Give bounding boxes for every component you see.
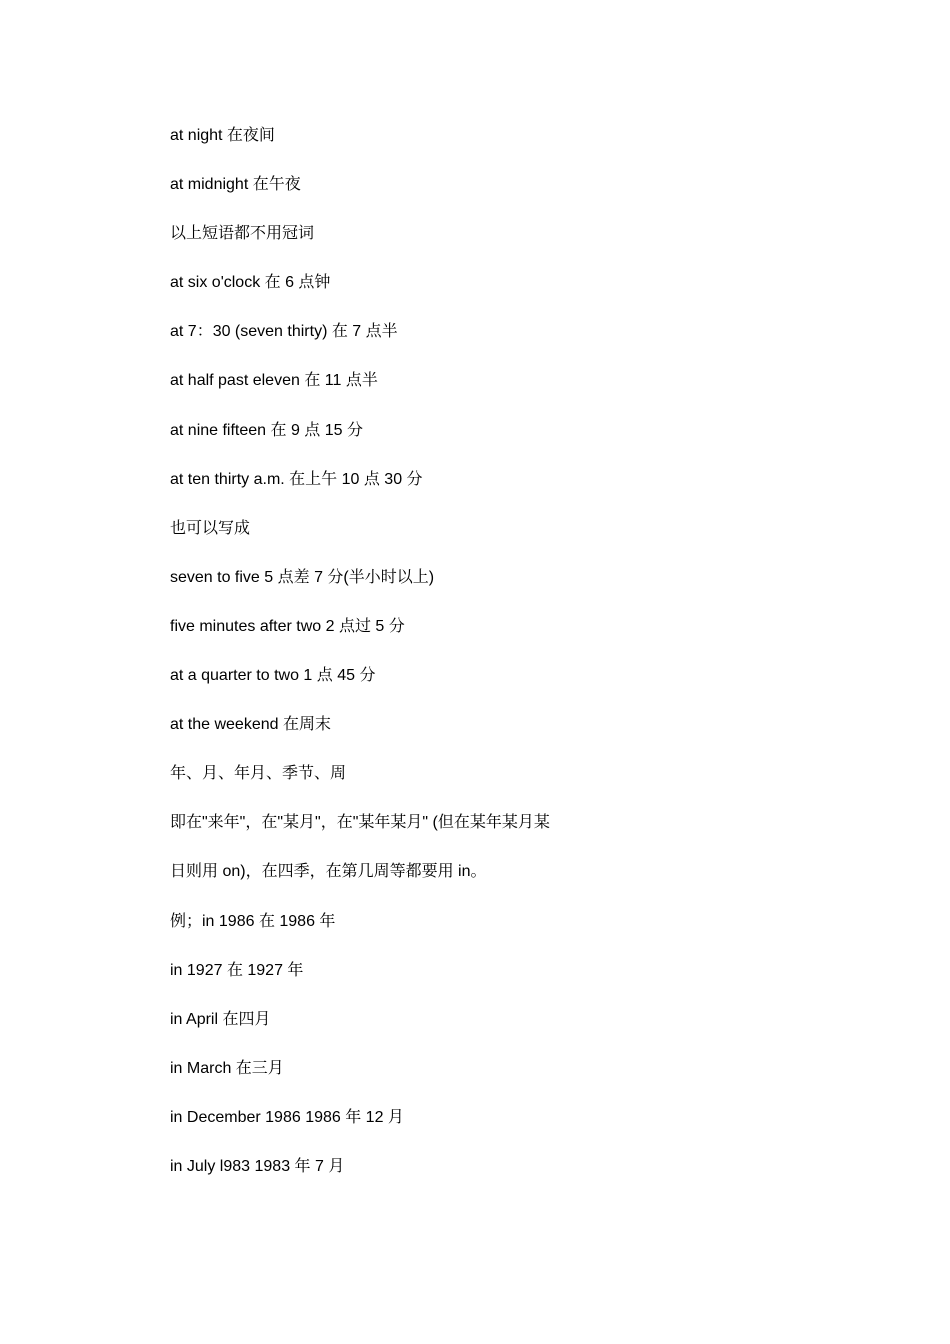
text-line: at night 在夜间	[170, 127, 275, 144]
text-line: at half past eleven 在 11 点半	[170, 372, 378, 390]
text-line: in April 在四月	[170, 1010, 271, 1028]
text-line: in July l983 1983 年 7 月	[170, 1157, 345, 1175]
text-line: 即在"来年"，在"某月"，在"某年某月" (但在某年某月某	[170, 814, 550, 832]
text-line: at ten thirty a.m. 在上午 10 点 30 分	[170, 470, 423, 488]
text-line: in 1927 在 1927 年	[170, 961, 304, 979]
text-line: at 7：30 (seven thirty) 在 7 点半	[170, 323, 398, 341]
text-line: 也可以写成	[170, 519, 251, 537]
text-line: at a quarter to two 1 点 45 分	[170, 667, 376, 685]
text-line: at midnight 在午夜	[170, 176, 301, 194]
text-line: in March 在三月	[170, 1059, 284, 1077]
text-line: at nine fifteen 在 9 点 15 分	[170, 421, 363, 439]
text-line: at six o'clock 在 6 点钟	[170, 274, 331, 292]
document-body	[170, 124, 870, 1204]
text-line: at the weekend 在周末	[170, 716, 331, 734]
text-line: in December 1986 1986 年 12 月	[170, 1108, 404, 1126]
text-line: 年、月、年月、季节、周	[170, 765, 347, 783]
text-line: 例；in 1986 在 1986 年	[170, 912, 336, 930]
text-line: 以上短语都不用冠词	[170, 225, 315, 243]
text-line: 日则用 on)，在四季，在第几周等都要用 in。	[170, 863, 487, 881]
text-line: five minutes after two 2 点过 5 分	[170, 617, 405, 635]
text-line: seven to five 5 点差 7 分(半小时以上)	[170, 568, 435, 586]
